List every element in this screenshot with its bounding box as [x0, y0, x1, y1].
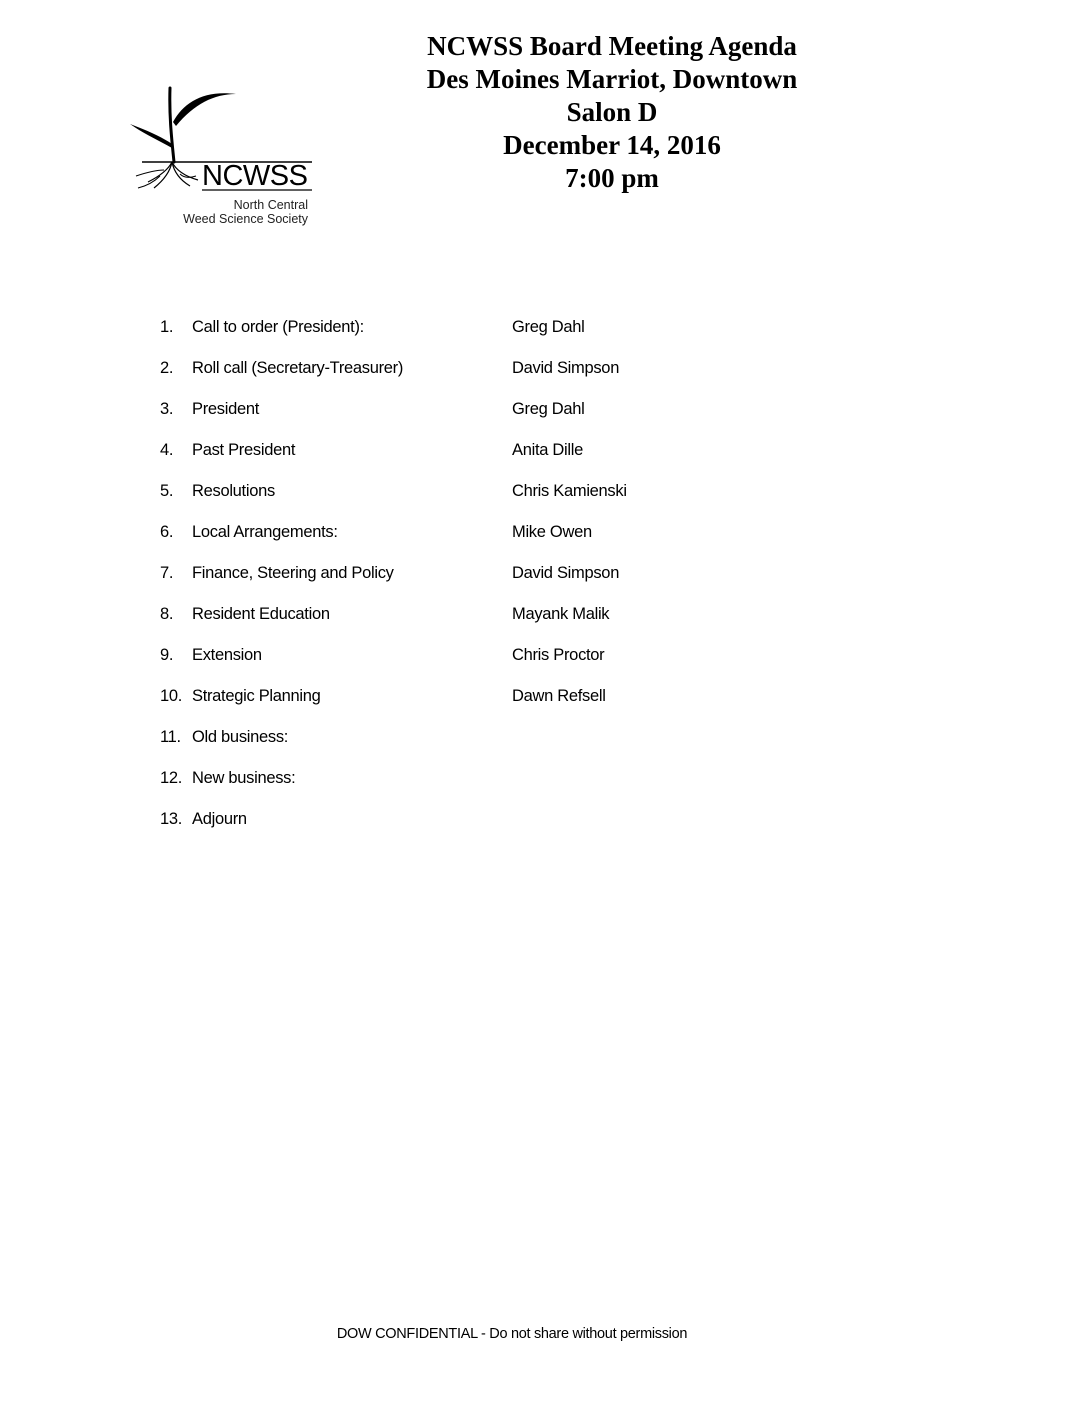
confidentiality-notice: DOW CONFIDENTIAL - Do not share without permission — [336, 1326, 688, 1342]
agenda-item-title: Adjourn — [192, 810, 247, 828]
agenda-item-title: Past President — [192, 441, 296, 459]
agenda-item — [160, 726, 860, 767]
meeting-date: December 14, 2016 — [503, 130, 721, 160]
agenda-item-title: Local Arrangements: — [192, 523, 338, 541]
agenda-item-person: David Simpson — [512, 564, 620, 582]
agenda-item-title: Old business: — [192, 728, 289, 746]
agenda-item-number: 7. — [160, 564, 174, 582]
agenda-item-title: Resident Education — [192, 605, 330, 623]
agenda-item-person: Mike Owen — [512, 523, 592, 541]
agenda-item-person: Chris Kamienski — [512, 482, 627, 500]
agenda-item — [160, 767, 860, 808]
agenda-item-title: President — [192, 400, 260, 418]
agenda-item-title: Call to order (President): — [192, 318, 364, 336]
agenda-item — [160, 439, 860, 480]
agenda-item-person: Anita Dille — [512, 441, 583, 459]
agenda-item — [160, 808, 860, 849]
agenda-item-title: New business: — [192, 769, 296, 787]
agenda-item-person: Greg Dahl — [512, 318, 585, 336]
agenda-item-title: Extension — [192, 646, 262, 664]
agenda-item-title: Resolutions — [192, 482, 275, 500]
ncwss-logo — [124, 82, 324, 232]
agenda-item — [160, 644, 860, 685]
agenda-item-number: 9. — [160, 646, 174, 664]
agenda-item-title: Strategic Planning — [192, 687, 321, 705]
meeting-room: Salon D — [566, 97, 658, 127]
agenda-item — [160, 357, 860, 398]
agenda-list — [160, 316, 860, 849]
logo-wordmark: NCWSS — [202, 160, 308, 192]
agenda-item — [160, 316, 860, 357]
agenda-item-title: Finance, Steering and Policy — [192, 564, 394, 582]
logo-tagline-line2: Weed Science Society — [183, 212, 308, 226]
agenda-item-number: 8. — [160, 605, 174, 623]
logo-tagline — [183, 198, 308, 226]
agenda-title: NCWSS Board Meeting Agenda — [427, 31, 797, 61]
agenda-item-person: Greg Dahl — [512, 400, 585, 418]
agenda-item-person: Dawn Refsell — [512, 687, 606, 705]
agenda-item-number: 3. — [160, 400, 174, 418]
agenda-item — [160, 480, 860, 521]
agenda-item — [160, 685, 860, 726]
agenda-item — [160, 562, 860, 603]
meeting-time: 7:00 pm — [565, 163, 659, 193]
agenda-item-number: 6. — [160, 523, 174, 541]
agenda-item-number: 1. — [160, 318, 174, 336]
logo-tagline-line1: North Central — [233, 198, 308, 212]
agenda-item-number: 11. — [160, 728, 181, 746]
agenda-item-title: Roll call (Secretary-Treasurer) — [192, 359, 404, 377]
agenda-item-number: 4. — [160, 441, 174, 459]
agenda-item-number: 13. — [160, 810, 183, 828]
agenda-item — [160, 398, 860, 439]
agenda-item-number: 10. — [160, 687, 183, 705]
agenda-item-person: Mayank Malik — [512, 605, 610, 623]
agenda-item-number: 2. — [160, 359, 174, 377]
agenda-item — [160, 521, 860, 562]
agenda-item-number: 12. — [160, 769, 183, 787]
meeting-venue: Des Moines Marriot, Downtown — [426, 64, 798, 94]
agenda-item — [160, 603, 860, 644]
agenda-item-number: 5. — [160, 482, 174, 500]
agenda-item-person: Chris Proctor — [512, 646, 605, 664]
agenda-item-person: David Simpson — [512, 359, 620, 377]
agenda-header — [402, 30, 822, 195]
